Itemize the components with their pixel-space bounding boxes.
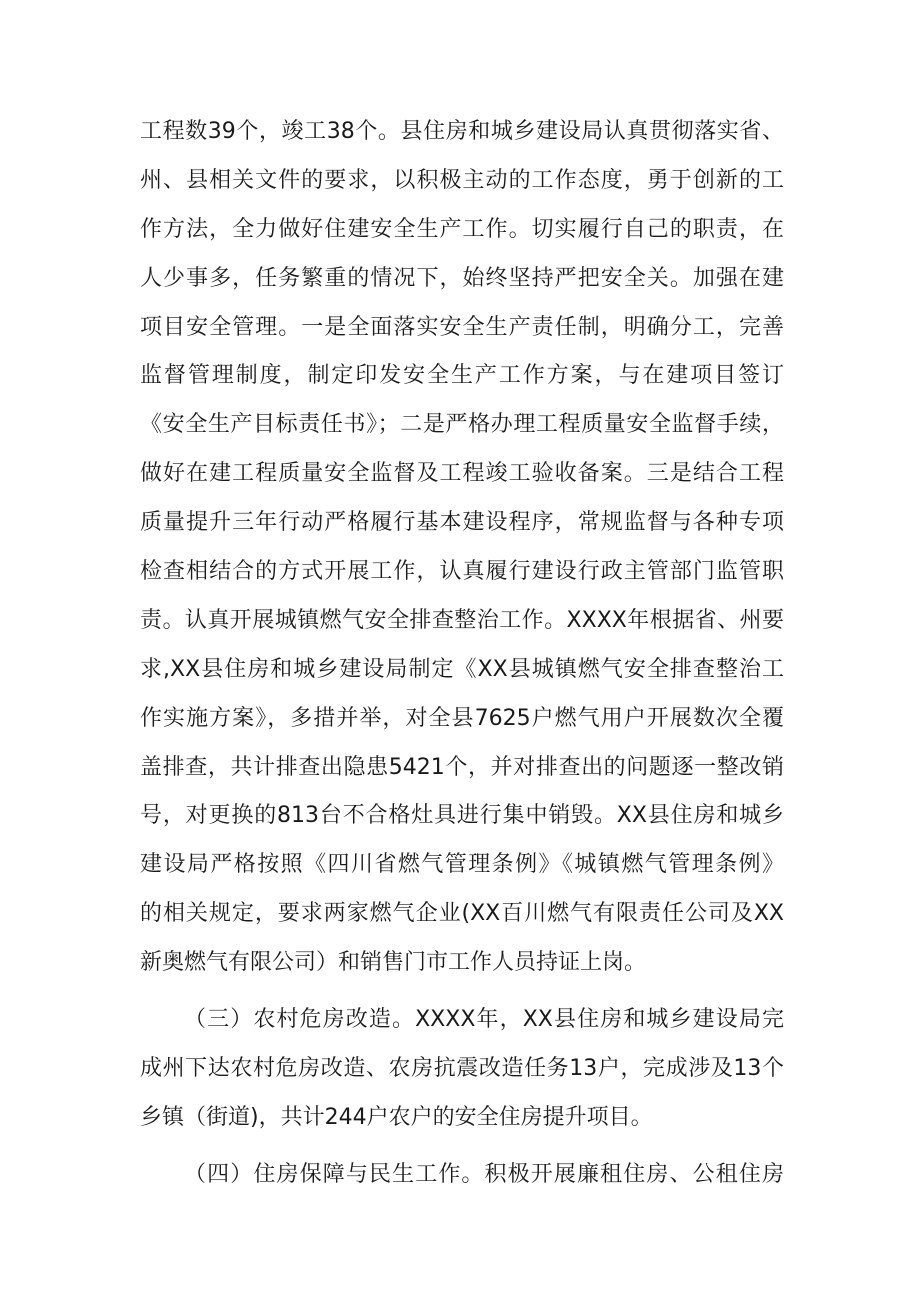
paragraph-housing-security [140, 1151, 784, 1200]
text-line: （四）住房保障与民生工作。积极开展廉租住房、公租住房 [184, 1161, 784, 1187]
text-line: 盖排查，共计排查出隐患5421个，并对排查出的问题逐一整改销 [140, 754, 784, 780]
paragraph-rural-housing [140, 996, 784, 1143]
paragraph-safety-production [140, 108, 784, 988]
text-line: 求,XX县住房和城乡建设局制定《XX县城镇燃气安全排查整治工 [140, 656, 784, 682]
text-line: 成州下达农村危房改造、农房抗震改造任务13户，完成涉及13个 [140, 1055, 784, 1081]
text-line: 项目安全管理。一是全面落实安全生产责任制，明确分工，完善 [140, 314, 784, 340]
text-line: 检查相结合的方式开展工作，认真履行建设行政主管部门监管职 [140, 559, 784, 585]
text-line: 的相关规定，要求两家燃气企业(XX百川燃气有限责任公司及XX [140, 901, 784, 927]
text-line: （三）农村危房改造。XXXX年，XX县住房和城乡建设局完 [184, 1007, 784, 1033]
text-line: 质量提升三年行动严格履行基本建设程序，常规监督与各种专项 [140, 510, 784, 536]
text-line: 作方法，全力做好住建安全生产工作。切实履行自己的职责，在 [140, 216, 784, 242]
text-line: 建设局严格按照《四川省燃气管理条例》《城镇燃气管理条例》 [140, 852, 784, 878]
paragraph-gap [140, 988, 784, 996]
text-line: 号，对更换的813台不合格灶具进行集中销毁。XX县住房和城乡 [140, 803, 784, 829]
text-line: 做好在建工程质量安全监督及工程竣工验收备案。三是结合工程 [140, 461, 784, 487]
text-line: 新奥燃气有限公司）和销售门市工作人员持证上岗。 [140, 950, 647, 976]
text-line: 乡镇（街道)，共计244户农户的安全住房提升项目。 [140, 1104, 653, 1130]
text-line: 作实施方案》，多措并举，对全县7625户燃气用户开展数次全覆 [140, 705, 784, 731]
text-line: 州、县相关文件的要求，以积极主动的工作态度，勇于创新的工 [140, 167, 784, 193]
text-line: 工程数39个，竣工38个。县住房和城乡建设局认真贯彻落实省、 [140, 119, 784, 144]
text-line: 人少事多，任务繁重的情况下，始终坚持严把安全关。加强在建 [140, 265, 784, 291]
document-body [140, 108, 784, 1200]
text-line: 责。认真开展城镇燃气安全排查整治工作。XXXX年根据省、州要 [140, 607, 784, 633]
text-line: 《安全生产目标责任书》；二是严格办理工程质量安全监督手续， [140, 412, 784, 438]
text-line: 监督管理制度，制定印发安全生产工作方案，与在建项目签订 [140, 363, 784, 389]
paragraph-gap [140, 1143, 784, 1151]
